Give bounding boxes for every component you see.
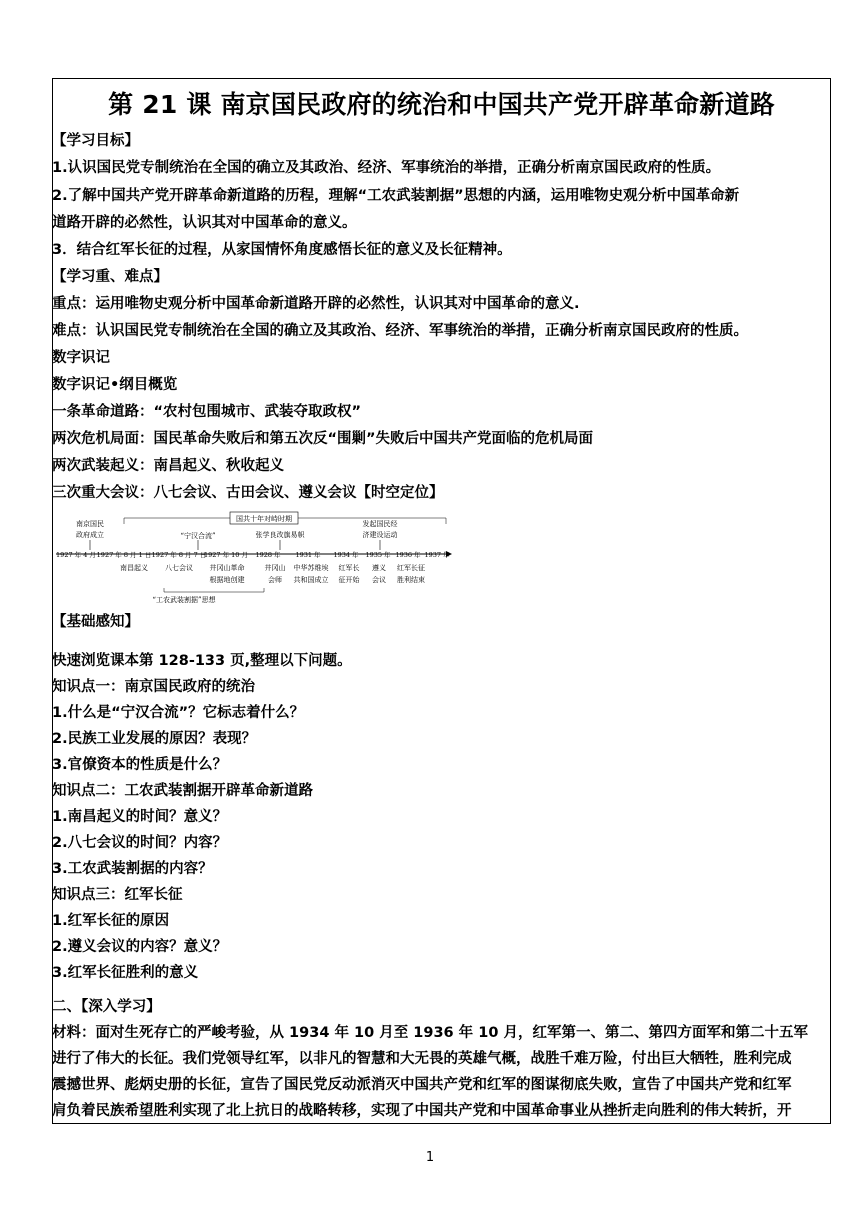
text-line: 二、【深入学习】 — [52, 999, 161, 1015]
tl-top-label: “宁汉合流” — [180, 532, 216, 540]
text-line: 3．结合红军长征的过程，从家国情怀角度感悟长征的意义及长征精神。 — [52, 242, 512, 258]
tl-period-label: 国共十年对峙时期 — [236, 515, 292, 523]
tl-bottom-label: 会师 — [268, 576, 282, 584]
lesson-title: 第 21 课 南京国民政府的统治和中国共产党开辟革命新道路 — [108, 90, 775, 119]
tl-date: 1927 年 8 月 1 日 — [96, 551, 152, 559]
tl-date: 1937 年 — [424, 551, 450, 559]
tl-bottom-label: 红军长 — [338, 564, 360, 572]
text-line: 数字识记 — [52, 350, 110, 366]
text-line: 2.民族工业发展的原因？表现？ — [52, 731, 257, 747]
tl-date: 1927 年 10 月 — [203, 551, 249, 559]
tl-bottom-label: 南昌起义 — [120, 564, 148, 572]
tl-bottom-label: 根据地创建 — [209, 576, 245, 584]
tl-date: 1927 年 8 月 7 日 — [151, 551, 207, 559]
text-line: 3.官僚资本的性质是什么？ — [52, 757, 228, 773]
text-line: 道路开辟的必然性，认识其对中国革命的意义。 — [52, 215, 357, 231]
text-line: 三次重大会议：八七会议、古田会议、遵义会议【时空定位】 — [52, 485, 444, 501]
tl-bottom-label: 征开始 — [338, 576, 360, 584]
tl-top-label: 政府成立 — [76, 531, 104, 539]
text-line: 2.遵义会议的内容？意义？ — [52, 939, 228, 955]
tl-date: 1934 年 — [333, 551, 359, 559]
text-line: 材料：面对生死存亡的严峻考验，从 1934 年 10 月至 1936 年 10 月，红军第一、第二、第四方面军和第二十五军 — [52, 1025, 808, 1041]
tl-top-label: 济建设运动 — [362, 531, 398, 539]
text-line: 【学习重、难点】 — [52, 269, 168, 285]
text-line: 知识点一：南京国民政府的统治 — [52, 679, 255, 695]
tl-bottom-label: 会议 — [372, 576, 386, 584]
tl-top-label: 张学良改旗易帜 — [255, 531, 305, 539]
text-line: 重点：运用唯物史观分析中国革命新道路开辟的必然性，认识其对中国革命的意义. — [52, 296, 580, 312]
text-line: 知识点二：工农武装割据开辟革命新道路 — [52, 783, 313, 799]
text-line: 数字识记•纲目概览 — [52, 377, 178, 393]
tl-bottom-label: 中华苏维埃 — [293, 564, 329, 572]
text-line: 两次危机局面：国民革命失败后和第五次反“围剿”失败后中国共产党面临的危机局面 — [52, 431, 594, 447]
text-line: 1.南昌起义的时间？意义？ — [52, 809, 228, 825]
tl-date: 1935 年 — [365, 551, 391, 559]
text-line: 难点：认识国民党专制统治在全国的确立及其政治、经济、军事统治的举措，正确分析南京国民政府的性质。 — [52, 323, 748, 339]
tl-bottom-label: 井冈山 — [264, 564, 286, 572]
tl-date: 1936 年 — [395, 551, 421, 559]
text-line: 快速浏览课本第 128-133 页,整理以下问题。 — [52, 653, 352, 669]
text-line: 1.什么是“宁汉合流”？它标志着什么？ — [52, 705, 305, 721]
tl-bottom-label: 井冈山革命 — [209, 564, 245, 572]
tl-bottom-label: 胜利结束 — [397, 576, 425, 584]
tl-bottom-label: 遵义 — [372, 564, 386, 572]
text-line: 两次武装起义：南昌起义、秋收起义 — [52, 458, 284, 474]
text-line: 知识点三：红军长征 — [52, 887, 183, 903]
text-line: 1.认识国民党专制统治在全国的确立及其政治、经济、军事统治的举措，正确分析南京国民政府的性质。 — [52, 160, 721, 176]
text-line: 肩负着民族希望胜利实现了北上抗日的战略转移，实现了中国共产党和中国革命事业从挫折走向胜利的伟大转折，开 — [52, 1103, 792, 1119]
tl-date: 1927 年 4 月 — [56, 551, 96, 559]
text-line: 一条革命道路：“农村包围城市、武装夺取政权” — [52, 404, 362, 420]
tl-bottom-label: 共和国成立 — [293, 576, 329, 584]
tl-idea-label: “工农武装割据”思想 — [152, 596, 216, 604]
text-line: 2.了解中国共产党开辟革命新道路的历程，理解“工农武装割据”思想的内涵，运用唯物史观分析中国革命新 — [52, 188, 740, 204]
text-line: 【基础感知】 — [52, 614, 139, 630]
tl-date: 1931 年 — [295, 551, 321, 559]
tl-bottom-label: 八七会议 — [165, 564, 193, 572]
tl-top-label: 南京国民 — [76, 520, 104, 528]
text-line: 3.工农武装割据的内容？ — [52, 861, 213, 877]
timeline-figure — [54, 510, 454, 606]
text-line: 震撼世界、彪炳史册的长征，宣告了国民党反动派消灭中国共产党和红军的图谋彻底失败，宣告了中国共产党和红军 — [52, 1077, 792, 1093]
text-line: 【学习目标】 — [52, 133, 139, 149]
text-line: 3.红军长征胜利的意义 — [52, 965, 199, 981]
page-number: 1 — [425, 1150, 435, 1165]
tl-date: 1928 年 — [255, 551, 281, 559]
text-line: 进行了伟大的长征。我们党领导红军，以非凡的智慧和大无畏的英雄气概，战胜千难万险，付出巨大牺牲，胜利完成 — [52, 1051, 792, 1067]
text-line: 2.八七会议的时间？内容？ — [52, 835, 228, 851]
tl-bottom-label: 红军长征 — [397, 564, 425, 572]
text-line: 1.红军长征的原因 — [52, 913, 170, 929]
tl-top-label: 发起国民经 — [362, 520, 398, 528]
